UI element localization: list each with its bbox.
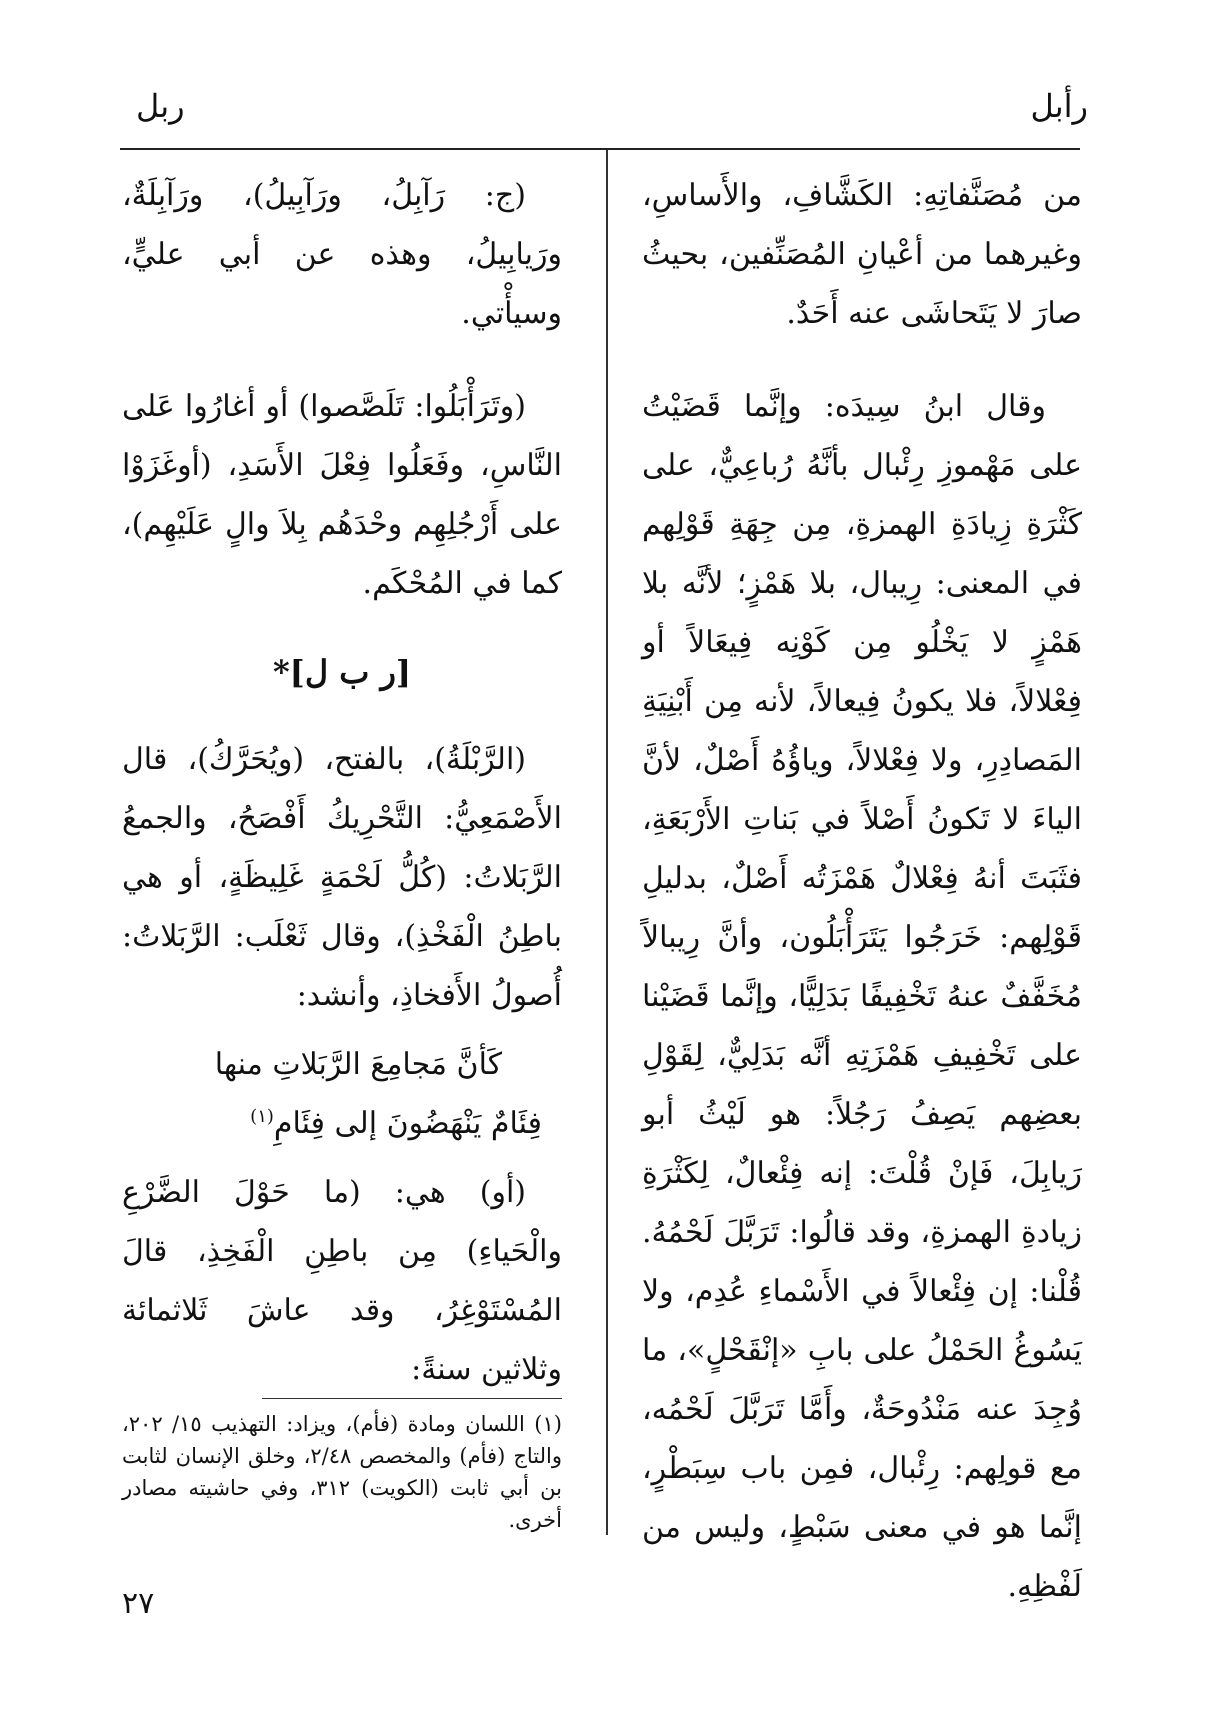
footnote-rule	[262, 1398, 562, 1399]
entry-heading: [ر ب ل]*	[272, 653, 412, 691]
paragraph: (أو) هي: (ما حَوْلَ الضَّرْعِ والْحَياءِ) مِن باطِنِ الْفَخِذِ، قالَ المُسْتَوْغِرُ، وقد عاشَ ثَلاثمائة وثلاثين سنةً:	[122, 1175, 562, 1387]
paragraph: (الرَّبْلَةُ)، بالفتح، (ويُحَرَّكُ)، قال الأَصْمَعِيُّ: التَّحْرِيكُ أَفْصَحُ، والجمعُ الرَّبَلاتُ: (كُلُّ لَحْمَةٍ غَلِيظَةٍ، أو هي باطِنُ الْفَخْذِ)، وقال ثَعْلَب: الرَّبَلاتُ: أُصولُ الأَفخاذِ، وأنشد:	[122, 742, 562, 1013]
poetry-verse	[122, 1035, 562, 1153]
header-rule	[120, 148, 1080, 150]
verse-text: فِئَامٌ يَنْهَضُونَ إلى فِئَامِ	[273, 1106, 542, 1141]
footnote-marker: (١)	[250, 1106, 274, 1127]
running-header-left: ربل	[136, 87, 185, 125]
running-header-right: رأبل	[1030, 87, 1088, 125]
paragraph: وقال ابنُ سِيدَه: وإنَّما قَضَيْتُ على مَهْموزِ رِئْبال بأنَّهُ رُباعِيٌّ، على كَثْرَةِ زِيادَةِ الهمزةِ، مِن جِهَةِ قَوْلِهم في المعنى: رِيبال، بلا هَمْزٍ؛ لأنَّه بلا هَمْزٍ لا يَخْلُو مِن كَوْنِه فِيعَالاً أو فِعْلالاً، فلا يكونُ فِيعالاً، لأنه مِن أَبْنِيَةِ المَصادِرِ، ولا فِعْلالاً، وياؤُهُ أَصْلٌ، لأنَّ الياءَ لا تَكونُ أَصْلاً في بَناتِ الأَرْبَعَةِ، فثَبَتَ أنهُ فِعْلالٌ هَمْزَتُه أَصْلٌ، بدليلِ قَوْلِهم: خَرَجُوا يَتَرَأْبَلُون، وأنَّ رِيبالاً مُخَفَّفٌ عنهُ تَخْفِيفًا بَدَلِيًّا، وإنَّما قَضَيْنا على تَخْفِيفِ هَمْزَتِهِ أنَّه بَدَلِيٌّ، لِقَوْلِ بعضِهم يَصِفُ رَجُلاً: هو لَيْثُ أبو رَيابِلَ، فَإنْ قُلْتَ: إنه فِئْعالٌ، لِكَثْرَةِ زيادةِ الهمزةِ، وقد قالُوا: تَرَبَّلَ لَحْمُهُ. قُلْنا: إن فِئْعالاً في الأَسْماءِ عُدِم، ولا يَسُوغُ الحَمْلُ على بابِ «إنْقَحْلٍ»، ما وُجِدَ عنه مَنْدُوحَةٌ، وأَمَّا تَرَبَّلَ لَحْمُه، مع قولِهم: رِئْبال، فمِن باب سِبَطْرٍ، إنَّما هو في معنى سَبْطٍ، وليس من لَفْظِهِ.	[642, 389, 1082, 1604]
paragraph: (وتَرَأْبَلُوا: تَلَصَّصوا) أو أغارُوا عَلى النَّاسِ، وفَعَلُوا فِعْلَ الأَسَدِ، (أوغَزَوْا على أَرْجُلِهِم وحْدَهُم بِلاَ والٍ عَلَيْهِم)، كما في المُحْكَم.	[122, 389, 562, 601]
footnote: (١) اللسان ومادة (فأم)، ويزاد: التهذيب ١٥/ ٢٠٢، والتاج (فأم) والمخصص ٢/٤٨، وخلق الإنسان لثابت بن أبي ثابت (الكويت) ٣١٢، وفي حاشيته مصادر أخرى.	[122, 1412, 563, 1532]
paragraph: من مُصَنَّفاتِهِ: الكَشَّافِ، والأَساسِ، وغيرهما من أعْيانِ المُصَنِّفين، بحيثُ صارَ لا يَتَحاشَى عنه أَحَدٌ.	[642, 178, 1082, 331]
verse-line	[122, 1094, 562, 1153]
page-number: ٢٧	[122, 1586, 155, 1621]
paragraph: (ج: رَآبِلُ، ورَآبِيلُ)، ورَآبِلَةٌ، ورَيابِيلُ، وهذه عن أبي عليٍّ، وسيأْتي.	[122, 178, 562, 331]
verse-line: كَأنَّ مَجامِعَ الرَّبَلاتِ منها	[214, 1047, 502, 1082]
left-column	[122, 166, 562, 1399]
column-divider	[606, 150, 608, 1535]
right-column	[642, 166, 1082, 1616]
